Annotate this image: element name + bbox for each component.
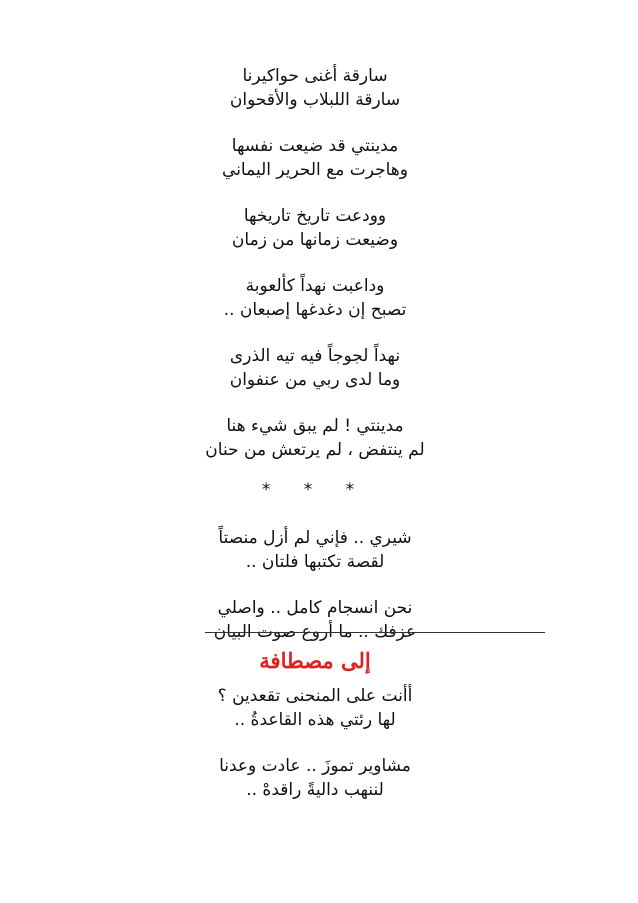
verse-line: نهداً لجوجاً فيه تيه الذرى [229,346,401,366]
verse-line: مدينتي قد ضيعت نفسها [231,136,399,156]
verse-line: مدينتي ! لم يبق شيء هنا [226,416,404,436]
verse-line: لها رئتي هذه القاعدةُ .. [234,710,396,730]
stanza [195,64,435,112]
section-separator: * * * [261,480,369,500]
verse-line: مشاوير تموزَ .. عادت وعدنا [219,756,411,776]
verse-line: أأنت على المنحنى تقعدين ؟ [217,686,413,706]
stanza [195,274,435,322]
verse-line: لننهب داليةً راقدهْ .. [246,780,384,800]
verse-line: لم ينتفض ، لم يرتعش من حنان [205,440,425,460]
poem-title: إلى مصطافة [259,648,371,673]
stanza [195,684,435,732]
verse-line: سارقة اللبلاب والأقحوان [229,90,401,110]
stanza [195,134,435,182]
verse-line: نحن انسجام كامل .. واصلي [217,598,413,618]
verse-line: سارقة أغنى حواكيرنا [242,66,388,86]
poem-2 [195,684,435,824]
verse-line: شيري .. فإني لم أزل منصتاً [218,528,412,548]
stanza [195,596,435,644]
verse-line: وهاجرت مع الحرير اليماني [222,160,408,180]
stanza [195,414,435,462]
stanza [195,344,435,392]
verse-line: وودعت تاريخ تاريخها [243,206,387,226]
horizontal-rule [205,632,545,633]
poem-1 [195,64,435,644]
stanza [195,754,435,802]
stanza [195,204,435,252]
verse-line: وما لدى ربي من عنفوان [229,370,401,390]
stanza [195,526,435,574]
verse-line: وضيعت زمانها من زمان [231,230,399,250]
verse-line: وداعبت نهداً كألعوبة [245,276,385,296]
verse-line: لقصة تكتبها فلتان .. [245,552,385,572]
verse-line: عزفك .. ما أروع صوت البيان [213,622,417,642]
verse-line: تصبح إن دغدغها إصبعان .. [223,300,407,320]
